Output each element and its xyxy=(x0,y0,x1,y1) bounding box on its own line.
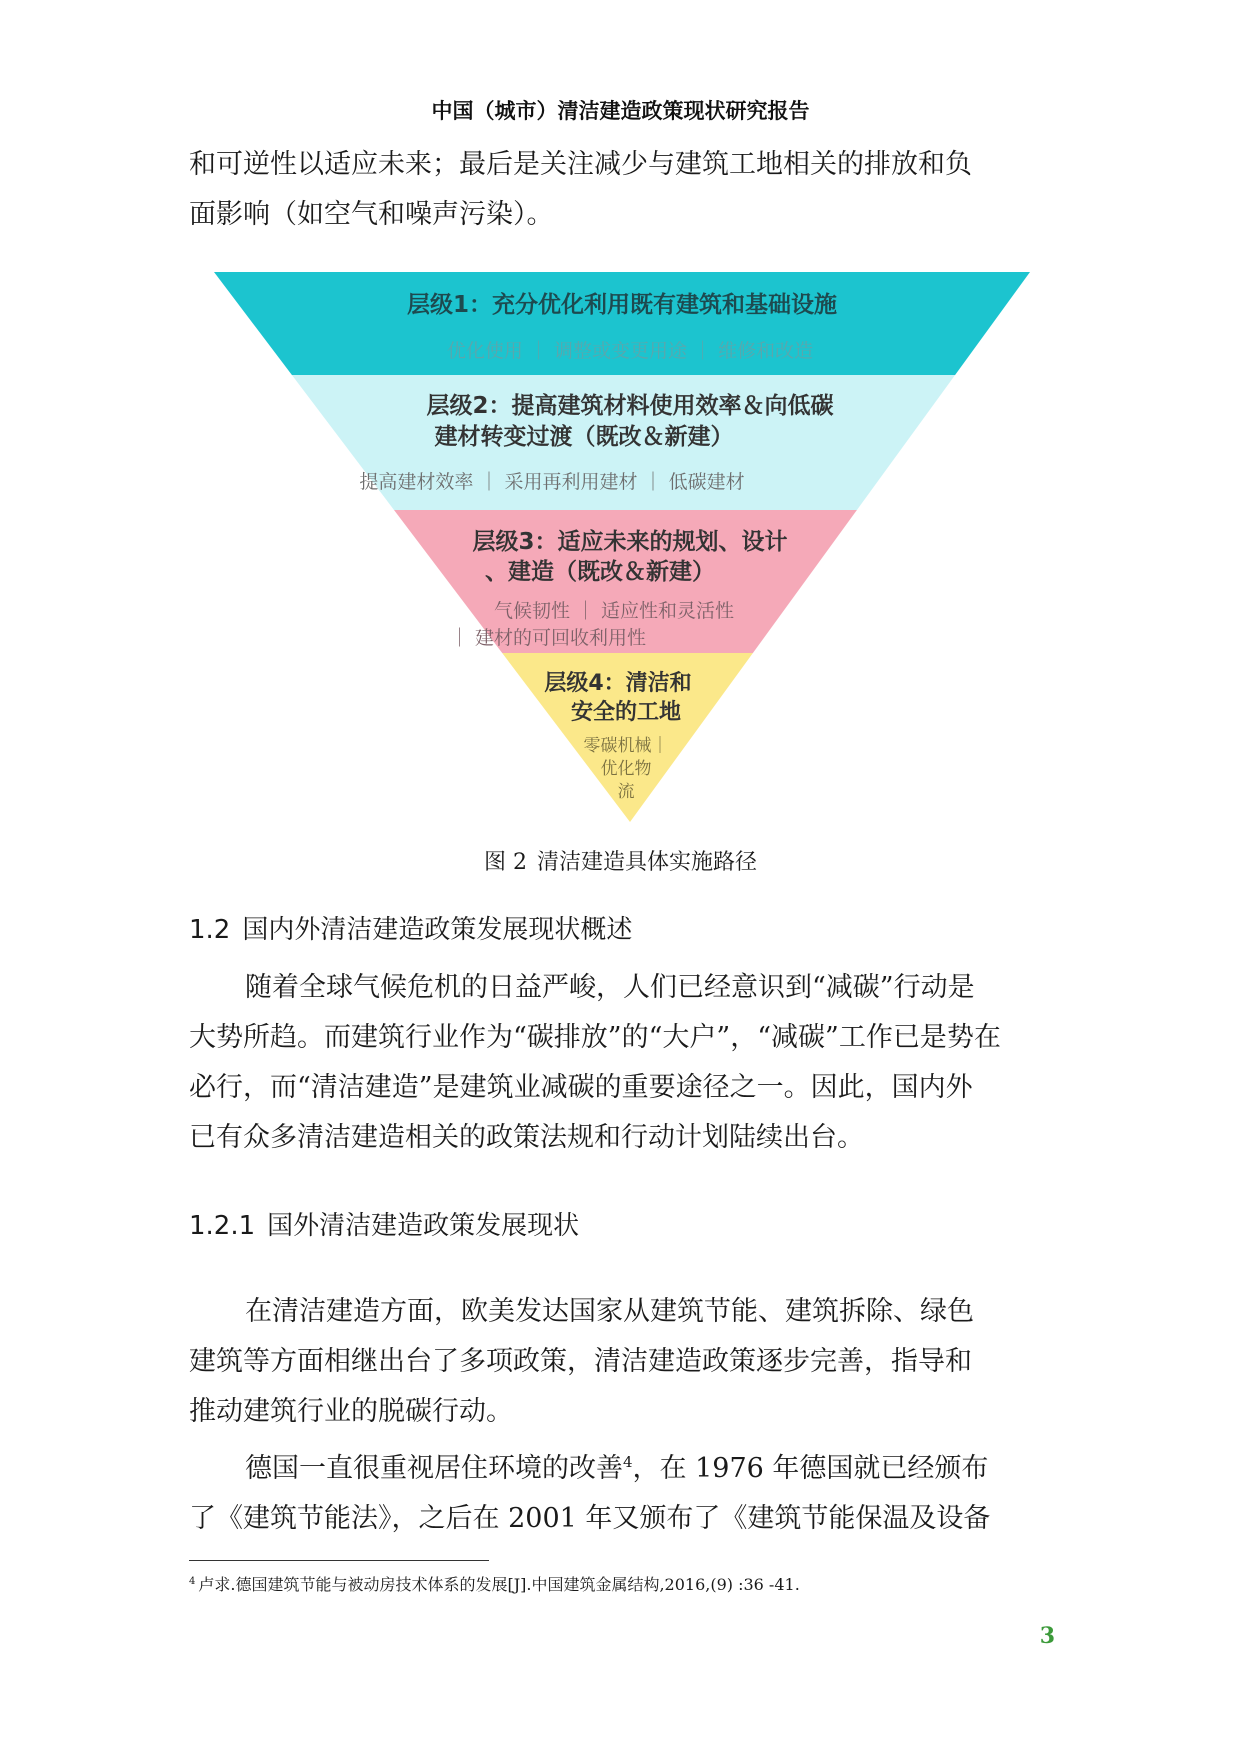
footnote-text: 卢求.德国建筑节能与被动房技术体系的发展[J].中国建筑金属结构,2016,(9) :36 -41. xyxy=(198,1575,800,1594)
intro-paragraph xyxy=(189,140,1055,240)
subsection-title: 国外清洁建造政策发展现状 xyxy=(267,1211,580,1241)
section-heading-1-2 xyxy=(189,909,632,946)
subsection-number: 1.2.1 xyxy=(189,1211,256,1241)
tier-3-subtitle-line-2: ｜ 建材的可回收利用性 xyxy=(449,627,647,649)
tier-1-title: 层级1：充分优化利用既有建筑和基础设施 xyxy=(406,292,838,318)
section-title: 国内外清洁建造政策发展现状概述 xyxy=(242,915,633,945)
section-1-2-1-paragraph-2 xyxy=(189,1437,1055,1544)
running-header: 中国（城市）清洁建造政策现状研究报告 xyxy=(431,99,810,123)
inverted-pyramid-diagram xyxy=(214,272,1030,822)
tier-2-title-line-2: 建材转变过渡（既改＆新建） xyxy=(434,424,734,450)
tier-4-title-line-2: 安全的工地 xyxy=(570,700,682,725)
tier-3-subtitle-line-1: 气候韧性 ｜ 适应性和灵活性 xyxy=(493,600,735,622)
intro-line-2: 面影响（如空气和噪声污染）。 xyxy=(189,199,554,230)
tier-4-subtitle-line-2: 优化物 xyxy=(600,759,652,779)
tier-4-title-line-1: 层级4：清洁和 xyxy=(544,671,692,696)
tier-4-subtitle-line-1: 零碳机械｜ xyxy=(583,736,669,756)
page-number: 3 xyxy=(1039,1623,1055,1649)
section-heading-1-2-1 xyxy=(189,1205,579,1242)
paragraph-line xyxy=(189,1437,1055,1494)
footnote-reference[interactable]: 4 xyxy=(623,1453,633,1471)
paragraph-text: ，在 1976 年德国就已经颁布 xyxy=(632,1453,989,1484)
paragraph-line: 在清洁建造方面，欧美发达国家从建筑节能、建筑拆除、绿色 xyxy=(245,1296,974,1327)
paragraph-line: 必行，而“清洁建造”是建筑业减碳的重要途径之一。因此，国内外 xyxy=(189,1072,973,1103)
tier-3-title-line-2: 、建造（既改＆新建） xyxy=(485,559,715,585)
intro-line-1: 和可逆性以适应未来；最后是关注减少与建筑工地相关的排放和负 xyxy=(189,149,972,180)
tier-4-subtitle-line-3: 流 xyxy=(617,782,635,802)
figure-caption-text: 清洁建造具体实施路径 xyxy=(536,850,757,875)
pyramid-figure xyxy=(214,272,1030,822)
section-1-2-1-paragraph-1 xyxy=(189,1287,1055,1437)
tier-2-title-line-1: 层级2：提高建筑材料使用效率＆向低碳 xyxy=(426,393,834,419)
footnote-divider xyxy=(189,1560,489,1561)
paragraph-line: 已有众多清洁建造相关的政策法规和行动计划陆续出台。 xyxy=(189,1122,864,1153)
paragraph-text: 德国一直很重视居住环境的改善 xyxy=(245,1453,623,1484)
paragraph-line: 大势所趋。而建筑行业作为“碳排放”的“大户”，“减碳”工作已是势在 xyxy=(189,1022,1001,1053)
paragraph-line: 建筑等方面相继出台了多项政策，清洁建造政策逐步完善，指导和 xyxy=(189,1346,972,1377)
footnote-marker: 4 xyxy=(189,1575,196,1587)
tier-3-title-line-1: 层级3：适应未来的规划、设计 xyxy=(472,529,788,555)
paragraph-line: 随着全球气候危机的日益严峻，人们已经意识到“减碳”行动是 xyxy=(245,972,975,1003)
section-1-2-paragraph xyxy=(189,963,1055,1163)
tier-2-subtitle: 提高建材效率 ｜ 采用再利用建材 ｜ 低碳建材 xyxy=(359,471,745,493)
paragraph-line: 推动建筑行业的脱碳行动。 xyxy=(189,1396,513,1427)
tier-1-subtitle: 优化使用 ｜ 调整或变更用途 ｜ 维修和改造 xyxy=(446,340,814,362)
section-number: 1.2 xyxy=(189,915,231,945)
figure-caption xyxy=(0,845,1241,876)
figure-caption-number: 图 2 xyxy=(483,850,527,875)
paragraph-line: 了《建筑节能法》，之后在 2001 年又颁布了《建筑节能保温及设备 xyxy=(189,1503,991,1534)
footnote xyxy=(189,1572,800,1595)
